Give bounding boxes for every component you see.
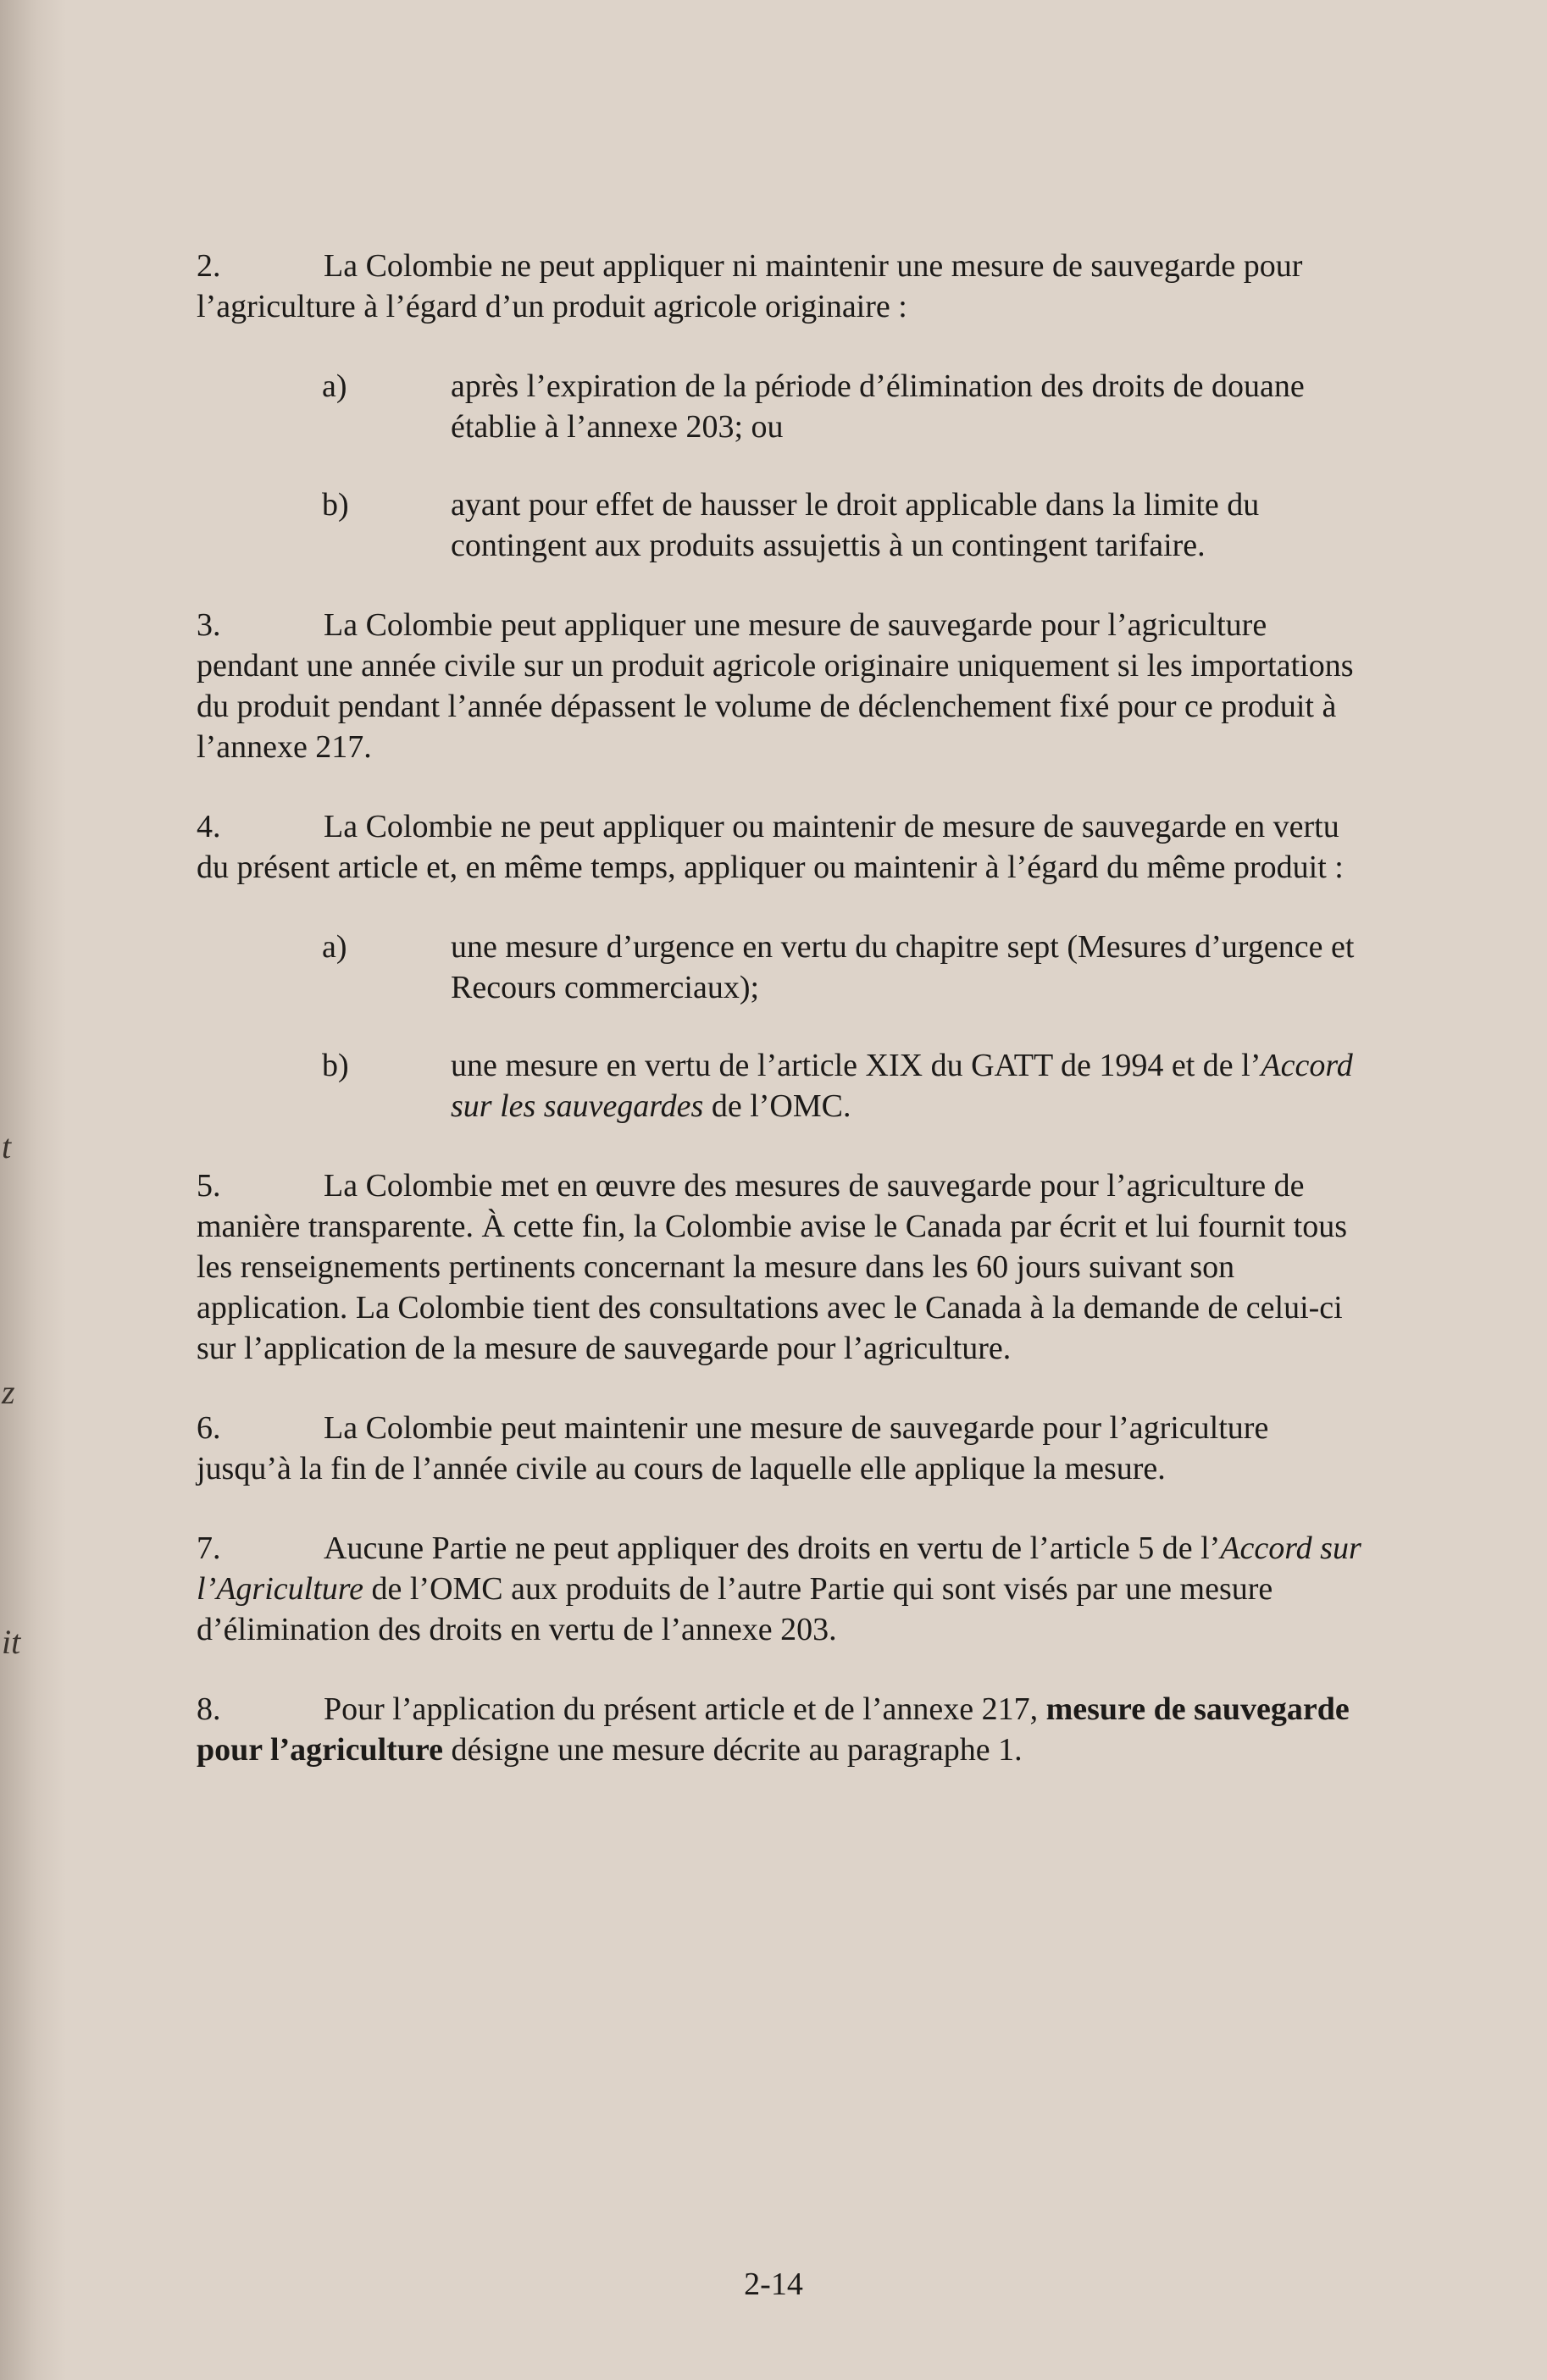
item-text-before: une mesure en vertu de l’article XIX du GATT de 1994 et de l’ bbox=[451, 1048, 1261, 1083]
paragraph-text-before: Aucune Partie ne peut appliquer des droits en vertu de l’article 5 de l’ bbox=[324, 1530, 1221, 1566]
paragraph-text-after: de l’OMC aux produits de l’autre Partie qui sont visés par une mesure d’élimination des droits en vertu de l’annexe 203. bbox=[197, 1571, 1273, 1647]
list-item bbox=[197, 1045, 1366, 1126]
paragraph-8 bbox=[197, 1689, 1366, 1770]
paragraph-number: 4. bbox=[197, 809, 221, 844]
paragraph-text: La Colombie peut maintenir une mesure de sauvegarde pour l’agriculture jusqu’à la fin de l’année civile au cours de laquelle elle applique la mesure. bbox=[197, 1410, 1269, 1486]
paragraph-2 bbox=[197, 246, 1366, 327]
paragraph-text-after: désigne une mesure décrite au paragraphe 1. bbox=[442, 1732, 1023, 1768]
defined-term: mesure de sauvegarde pour l’agriculture bbox=[197, 1691, 1350, 1768]
item-text: après l’expiration de la période d’élimination des droits de douane établie à l’annexe 203; ou bbox=[451, 368, 1305, 445]
paragraph-5 bbox=[197, 1165, 1366, 1369]
paragraph-number: 2. bbox=[197, 248, 221, 284]
paragraph-text: La Colombie met en œuvre des mesures de sauvegarde pour l’agriculture de manière transparente. À cette fin, la Colombie avise le Canada par écrit et lui fournit tous les renseignements pertinents concernant la mesure dans les 60 jours suivant son application. La Colombie tient des consultations avec le Canada à la demande de celui-ci sur l’application de la mesure de sauvegarde pour l’agriculture. bbox=[197, 1168, 1347, 1366]
paragraph-6 bbox=[197, 1408, 1366, 1489]
paragraph-text: La Colombie ne peut appliquer ou maintenir de mesure de sauvegarde en vertu du présent article et, en même temps, appliquer ou maintenir à l’égard du même produit : bbox=[197, 809, 1344, 885]
paragraph-number: 3. bbox=[197, 607, 221, 643]
item-letter: b) bbox=[322, 1048, 349, 1083]
item-letter: b) bbox=[322, 487, 349, 523]
paragraph-number: 5. bbox=[197, 1168, 221, 1204]
list-item bbox=[197, 927, 1366, 1008]
paragraph-text: La Colombie peut appliquer une mesure de sauvegarde pour l’agriculture pendant une année civile sur un produit agricole originaire uniquement si les importations du produit pendant l’année dépassent le volume de déclenchement fixé pour ce produit à l’annexe 217. bbox=[197, 607, 1354, 765]
spine-text-fragment-2: z bbox=[2, 1373, 15, 1411]
paragraph-4 bbox=[197, 806, 1366, 888]
spine-text-fragment-1: t bbox=[2, 1127, 12, 1165]
item-text: ayant pour effet de hausser le droit applicable dans la limite du contingent aux produits assujettis à un contingent tarifaire. bbox=[451, 487, 1260, 563]
item-text-italic: Accord sur les sauvegardes bbox=[451, 1048, 1353, 1124]
document-page-body bbox=[197, 246, 1366, 1809]
paragraph-text: La Colombie ne peut appliquer ni maintenir une mesure de sauvegarde pour l’agriculture à l’égard d’un produit agricole originaire : bbox=[197, 248, 1303, 324]
page-number: 2-14 bbox=[744, 2267, 803, 2302]
paragraph-2-items bbox=[197, 366, 1366, 566]
paragraph-number: 7. bbox=[197, 1530, 221, 1566]
paragraph-7 bbox=[197, 1528, 1366, 1650]
item-letter: a) bbox=[322, 929, 347, 965]
paragraph-text-italic: Accord sur l’Agriculture bbox=[197, 1530, 1361, 1607]
item-text-after: de l’OMC. bbox=[703, 1088, 851, 1124]
paragraph-number: 6. bbox=[197, 1410, 221, 1446]
paragraph-text-before: Pour l’application du présent article et de l’annexe 217, bbox=[324, 1691, 1046, 1727]
paragraph-3 bbox=[197, 605, 1366, 767]
list-item bbox=[197, 484, 1366, 566]
spine-text-fragment-3: it bbox=[2, 1623, 21, 1661]
item-text: une mesure d’urgence en vertu du chapitre sept (Mesures d’urgence et Recours commerciaux); bbox=[451, 929, 1355, 1005]
list-item bbox=[197, 366, 1366, 447]
paragraph-number: 8. bbox=[197, 1691, 221, 1727]
paragraph-4-items bbox=[197, 927, 1366, 1126]
item-letter: a) bbox=[322, 368, 347, 404]
book-spine-shadow bbox=[0, 0, 66, 2380]
